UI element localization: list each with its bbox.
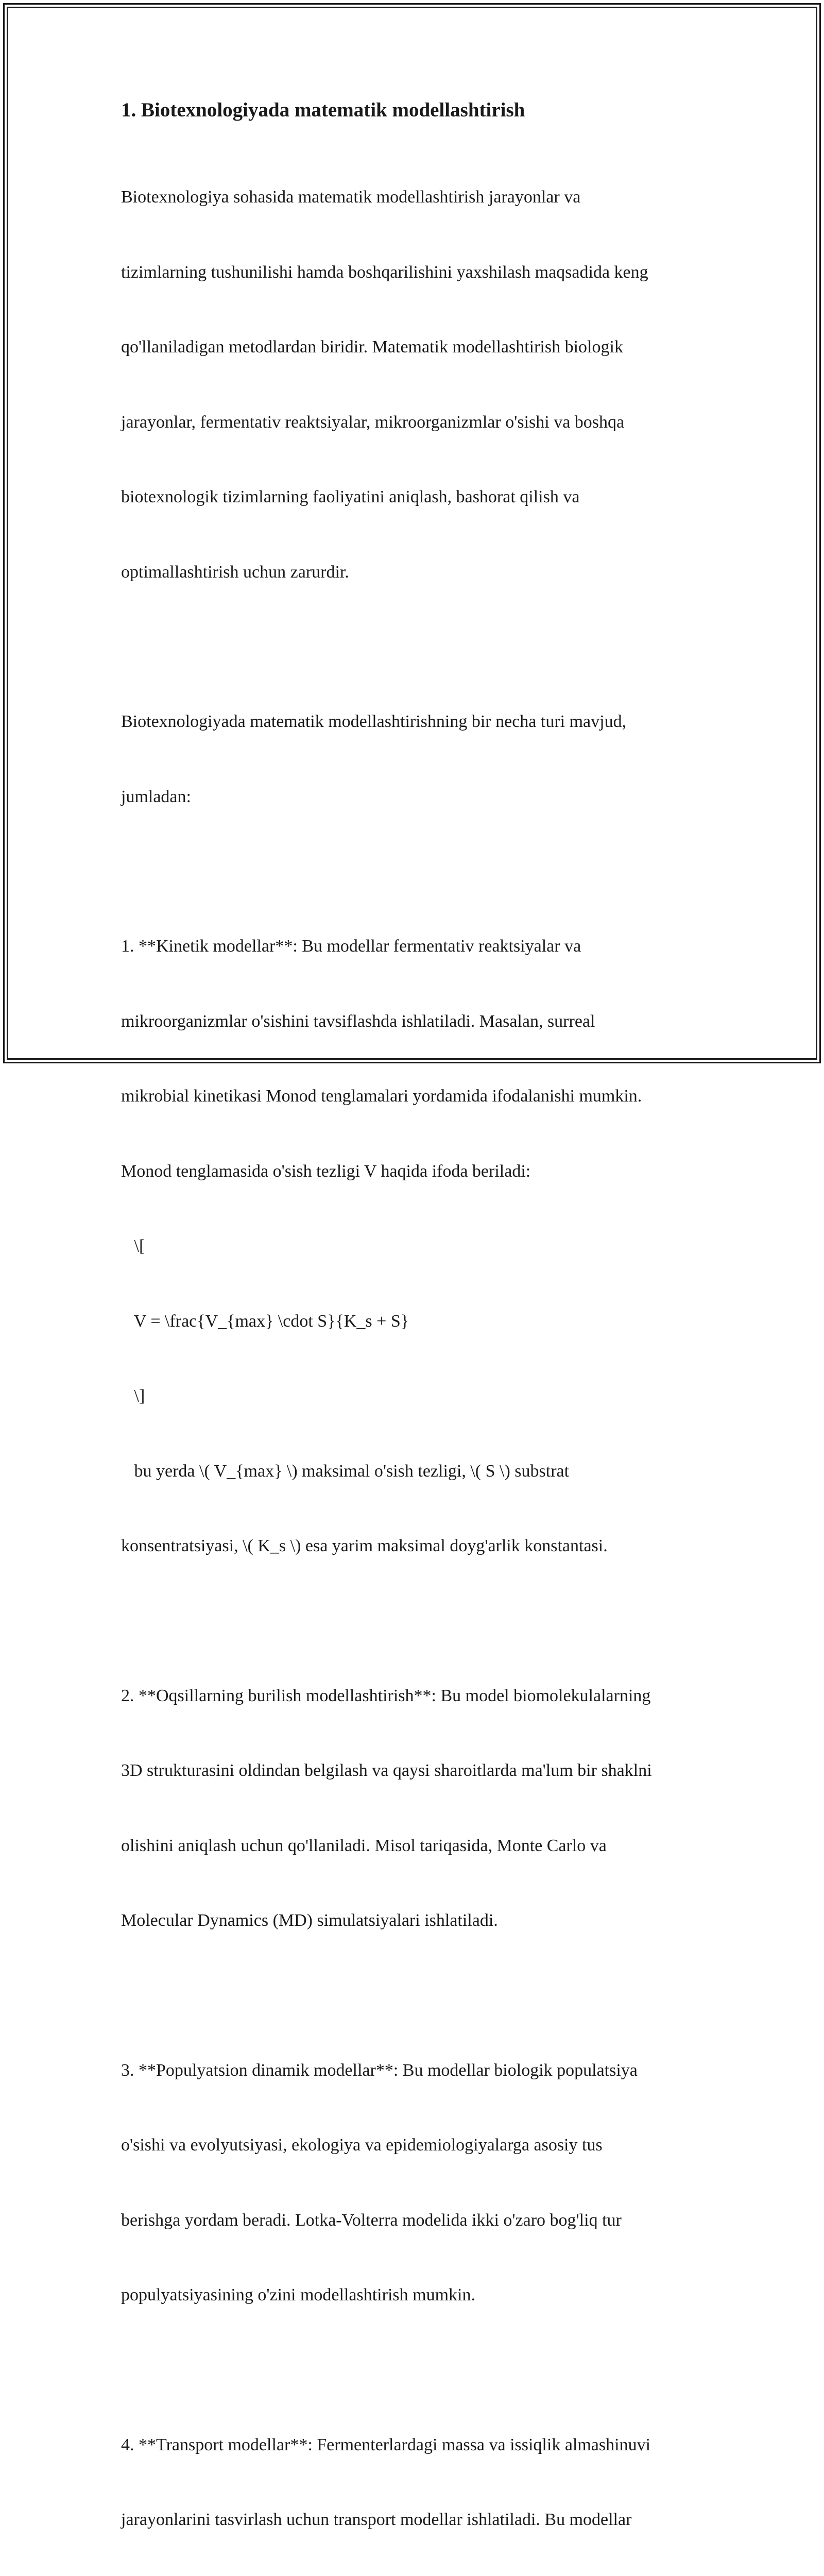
- text-line: optimallashtirish uchun zarurdir.: [121, 560, 703, 585]
- formula-line: V = \frac{V_{max} \cdot S}{K_s + S}: [121, 1309, 703, 1334]
- text-line: qo'llaniladigan metodlardan biridir. Matematik modellashtirish biologik: [121, 335, 703, 360]
- list-item-transport-models: [121, 2383, 703, 2576]
- text-line: 2. **Oqsillarning burilish modellashtirish**: Bu model biomolekulalarning: [121, 1684, 703, 1709]
- text-line: mikrobial kinetikasi Monod tenglamalari yordamida ifodalanishi mumkin.: [121, 1084, 703, 1109]
- text-line: biotexnologik tizimlarning faoliyatini aniqlash, bashorat qilish va: [121, 485, 703, 510]
- text-line: olishini aniqlash uchun qo'llaniladi. Misol tariqasida, Monte Carlo va: [121, 1834, 703, 1859]
- paragraph-intro: [121, 135, 703, 635]
- text-line: mikroorganizmlar o'sishini tavsiflashda ishlatiladi. Masalan, surreal: [121, 1009, 703, 1035]
- list-item-population-models: [121, 2008, 703, 2358]
- text-line: 1. **Kinetik modellar**: Bu modellar fermentativ reaktsiyalar va: [121, 934, 703, 959]
- text-line: 3D strukturasini oldindan belgilash va qaysi sharoitlarda ma'lum bir shaklni: [121, 1758, 703, 1784]
- section-title: 1. Biotexnologiyada matematik modellashtirish: [121, 97, 703, 124]
- text-line: Monod tenglamasida o'sish tezligi V haqida ifoda beriladi:: [121, 1159, 703, 1184]
- text-line: berishga yordam beradi. Lotka-Volterra modelida ikki o'zaro bog'liq tur: [121, 2208, 703, 2233]
- document-body: [121, 97, 703, 2576]
- text-line: jumladan:: [121, 785, 703, 810]
- text-line: Biotexnologiyada matematik modellashtirishning bir necha turi mavjud,: [121, 709, 703, 735]
- text-line: 4. **Transport modellar**: Fermenterlardagi massa va issiqlik almashinuvi: [121, 2433, 703, 2458]
- formula-line: \[: [121, 1234, 703, 1259]
- text-line: o'sishi va evolyutsiyasi, ekologiya va epidemiologiyalarga asosiy tus: [121, 2133, 703, 2158]
- formula-line: \]: [121, 1384, 703, 1409]
- text-line: bu yerda \( V_{max} \) maksimal o'sish tezligi, \( S \) substrat: [121, 1459, 703, 1484]
- text-line: Biotexnologiya sohasida matematik modellashtirish jarayonlar va: [121, 185, 703, 210]
- text-line: tizimlarning tushunilishi hamda boshqarilishini yaxshilash maqsadida keng: [121, 260, 703, 285]
- list-item-protein-folding: [121, 1634, 703, 1984]
- text-line: konsentratsiyasi, \( K_s \) esa yarim maksimal doyg'arlik konstantasi.: [121, 1534, 703, 1559]
- text-line: populyatsiyasining o'zini modellashtirish mumkin.: [121, 2283, 703, 2308]
- text-line: Molecular Dynamics (MD) simulatsiyalari ishlatiladi.: [121, 1908, 703, 1934]
- list-item-kinetic-models: [121, 884, 703, 1609]
- paragraph-types-intro: [121, 659, 703, 859]
- text-line: jarayonlar, fermentativ reaktsiyalar, mikroorganizmlar o'sishi va boshqa: [121, 410, 703, 435]
- text-line: 3. **Populyatsion dinamik modellar**: Bu modellar biologik populatsiya: [121, 2058, 703, 2083]
- text-line: jarayonlarini tasvirlash uchun transport modellar ishlatiladi. Bu modellar: [121, 2507, 703, 2533]
